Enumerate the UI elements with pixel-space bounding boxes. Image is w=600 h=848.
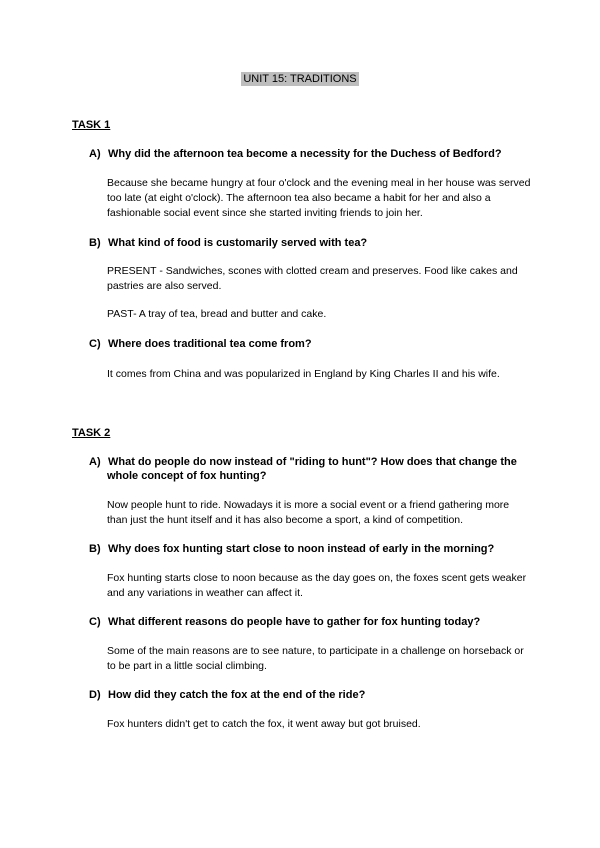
task2-answer-b: Fox hunting starts close to noon because as the day goes on, the foxes scent gets weaker and any variations in weather can affect it. [107,572,527,599]
question-label: A) [89,148,101,160]
title-text: UNIT 15: TRADITIONS [243,73,357,85]
task2-answer-c: Some of the main reasons are to see nature, to participate in a challenge on horseback or to be part in a little social climbing. [107,645,524,672]
task2-answer-a: Now people hunt to ride. Nowadays it is more a social event or a friend gathering more than just the hunt itself and it has also become a sport, a kind of competition. [107,499,510,526]
question-label: A) [89,456,101,468]
question-text: What do people do now instead of "riding to hunt"? How does that change the [108,456,517,468]
task1-question-b [89,236,529,251]
task1-answer-b-past: PAST- A tray of tea, bread and butter and cake. [107,308,327,320]
task1-question-c [89,337,529,352]
question-label: B) [89,543,101,555]
question-text: How did they catch the fox at the end of the ride? [108,689,366,701]
question-text: Why did the afternoon tea become a necessity for the Duchess of Bedford? [108,148,502,160]
question-text: Where does traditional tea come from? [108,338,312,350]
task2-question-b [89,542,529,557]
task1-answer-c: It comes from China and was popularized in England by King Charles II and his wife. [107,368,500,380]
question-label: D) [89,689,101,701]
question-label: C) [89,616,101,628]
question-text: What kind of food is customarily served with tea? [108,237,368,249]
page-title [0,72,600,87]
task2-answer-d: Fox hunters didn't get to catch the fox, it went away but got bruised. [107,718,421,730]
task1-heading: TASK 1 [72,119,111,131]
question-label: B) [89,237,101,249]
task2-question-a-cont: whole concept of fox hunting? [107,470,267,482]
question-text: Why does fox hunting start close to noon instead of early in the morning? [108,543,495,555]
task1-question-a [89,147,529,162]
task1-answer-a: Because she became hungry at four o'clock and the evening meal in her house was served too late (at eight o'clock). The afternoon tea also became a habit for her and also a fashionable social event since she started inviting friends to join her. [107,177,531,219]
task1-answer-b-present: PRESENT - Sandwiches, scones with clotted cream and preserves. Food like cakes and pastries are also served. [107,265,518,292]
task2-question-d [89,688,529,703]
task2-question-c [89,615,529,630]
task2-heading: TASK 2 [72,427,111,439]
question-text: What different reasons do people have to gather for fox hunting today? [108,616,481,628]
task2-question-a [89,455,529,470]
question-label: C) [89,338,101,350]
